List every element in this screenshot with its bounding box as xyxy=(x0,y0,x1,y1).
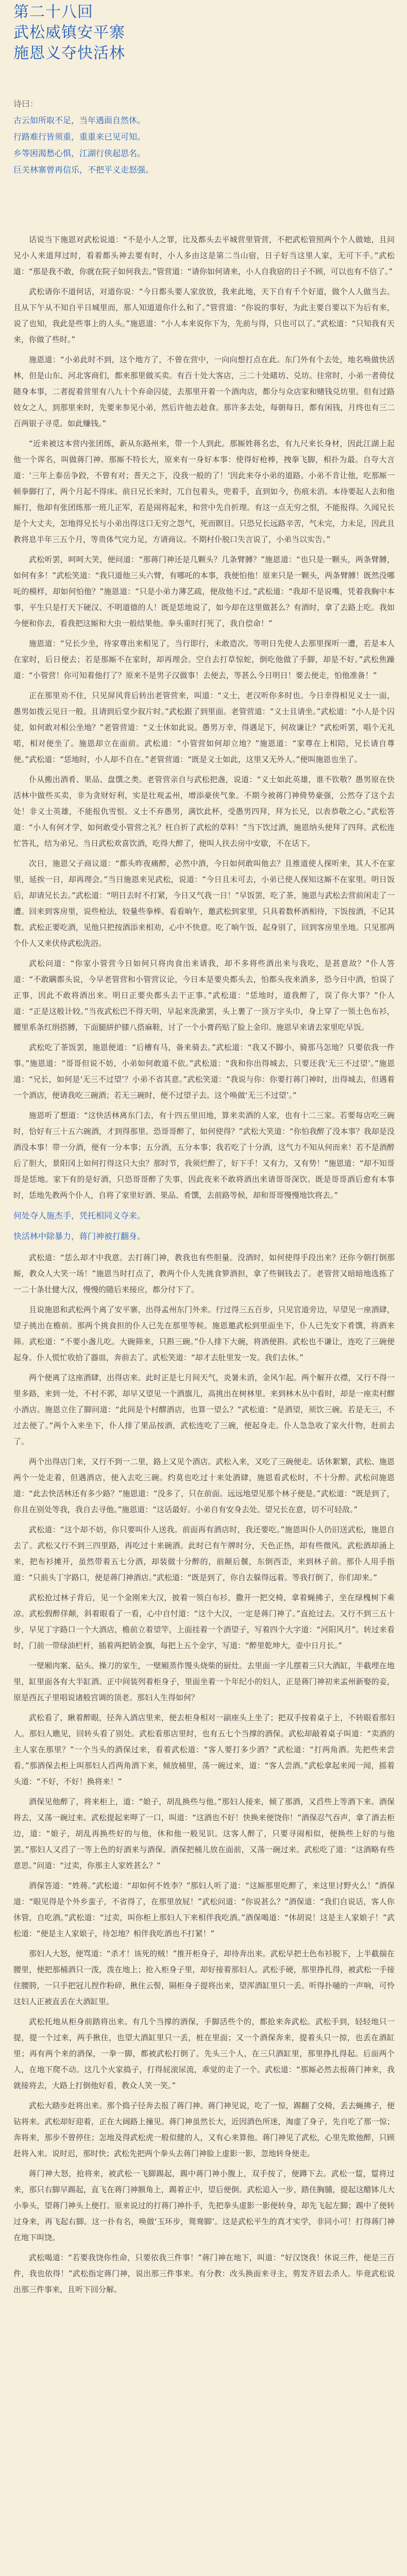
paragraph: 武松道：“恁么却才中我意。去打蒋门神，教我也有些胆量。没酒时，如何使得手段出来？还你今朝打倒那厮，教众人大笑一场！”施恩当时打点了，教两个仆人先挑食箩酒担，拿了些铜钱去了。老管营又暗暗地选拣了一二十条壮健大汉，慢慢的随后来接应，都分付下了。 xyxy=(13,1253,395,1294)
paragraph: 武松问道：“你家小管营今日如何只将肉食出来请我，却不多将些酒出来与我吃，是甚意故？”仆人答道：“不敢瞒都头说，今早老管营和小管营议论，今日本是要央都头去，怕都头夜来酒多，恐今日中酒，怕误了正事，因此不敢将酒出来。明日正要央都头去干正事。”武松道：“恁地时，道我醉了，误了你大事？”仆人道：“正是这般计较。”当夜武松巴不得天明，早起来洗漱罢，头上裹了一顶万字头巾，身上穿了一领土色布衫，腰里系条红绢搭膊，下面腿絣护膝八搭麻鞋，讨了一个小膏药贴了脸上金印。施恩早来请去家里吃早饭。 xyxy=(13,959,395,1032)
chapter-heading xyxy=(13,2,125,64)
paragraph: 蒋门神大怒，抢将来，被武松一飞脚踢起，踢中蒋门神小腹上，双手按了，便蹲下去。武松一踅，踅将过来，那只右脚早踢起，直飞在蒋门神额角上，踢着正中，望后便倒。武松追入一步，踏住胸脯，提起这醋钵儿大小拳头，望蒋门神头上便打。原来说过的打蒋门神扑手，先把拳头虚影一影便转身，却先飞起左脚；踢中了便转过身来，再飞起右脚。这一扑有名，唤做‘玉环步，鸳鸯脚’。这是武松平生的真才实学，非同小可！打得蒋门神在地下叫饶。 xyxy=(13,2169,395,2242)
paragraph: 施恩道：“兄长少坐，待家尊出来相见了，当行即行，未敢造次。等明日先使人去那里探听一遭，若是本人在家时，后日便去；若是那厮不在家时，却再理会。空自去打草惊蛇，倒吃他做了手脚，却是不好。”武松焦躁道：“小管营！你可知着他打了？原来不是男子汉做事！去便去，等甚么今日明日！要去便走，怕他准备！” xyxy=(13,639,395,680)
paragraph: 武松听罢，呵呵大笑，便问道：“那蒋门神还是几颗头？几条臂膊？”施恩道：“也只是一颗头，两条臂膊，如何有多！”武松笑道：“我只道他三头六臂，有哪吒的本事，我便怕他！原来只是一颗头，两条臂膊！既然没哪吒的模样，却如何怕他？”施恩道：“只是小弟力薄艺疏，便敌他不过。”武松道：“我却不是说嘴，凭着我胸中本事，平生只是打天下硬汉、不明道德的人！既是恁地说了，如今却在这里做甚么？有酒时，拿了去路上吃。我如今便和你去，看我把这厮和大虫一般结果他。拳头重时打死了，我自偿命！” xyxy=(13,555,395,628)
paragraph: 两个出得店门来，又行不到一二里，路上又见个酒店。武松入来，又吃了三碗便走。话休絮繁，武松、施恩两个一处走着，但遇酒店，便入去吃三碗。约莫也吃过十来处酒肆，施恩看武松时，不十分醉。武松问施恩道：“此去快活林还有多少路？”施恩道：“没多了，只在前面。远远地望见那个林子便是。”武松道：“既是到了，你且在别处等我，我自去寻他。”施恩道：“这话最好。小弟自有安身去处。望兄长在意，切不可轻敌。” xyxy=(13,1457,395,1514)
paragraph: 施恩道：“小弟此时不到，这个地方了，不曾在营中，一向向想打点在此。东门外有个去处，地名唤做快活林，但是山东、河北客商们，都来那里做买卖。有百十处大客店，三二十处睹坊、兑坊。往常时，小弟一者倚仗随身本事，二者捉着营里有八九十个弃命囚徒，去那里开着一个酒肉店，都分与众店家和赌钱兑坊里。但有过路妓女之人，到那里来时，先要来参见小弟，然后许他去趁食。那许多去处，每朝每日，都有闲钱，月终也有三二百两银子寻觅。如此赚钱。” xyxy=(13,355,395,428)
paragraph: 武松吃了茶饭罢，施恩便道：“后槽有马，备来骑去。”武松道：“我又不脚小，骑那马怎地？只要依我一件事。”施恩道：“哥哥但说不妨，小弟如何敢道不依。”武松道：“我和你出得城去，只要还我‘无三不过望’。”施恩道：“兄长，如何是‘无三不过望’？小弟不省其意。”武松笑道：“我说与你：你要打蒋门神时，出得城去，但遇着一个酒店，便请我吃三碗酒；若无三碗时，便不过望子去。这个唤做‘无三不过望’。” xyxy=(13,1043,395,1100)
paragraph: 武松看了，瞅着醉眼，径奔入酒店里来，便去柜身相对一副座头上坐了；把双手按着桌子上，不转眼看那妇人。那妇人瞧见，回转头看了别处。武松看那店里时，也有五七个当撑的酒保。武松却敲着桌子叫道：“卖酒的主人家在那里？”一个当头的酒保过来，看着武松道：“客人要打多少酒？”武松道：“打两角酒。先把些来尝看。”那酒保去柜上叫那妇人舀两角酒下来，倾放桶里，荡一碗过来，道：“客人尝酒。”武松拿起来闻一闻，摇着头道：“不好，不好！换将来！” xyxy=(13,1713,395,1786)
paragraph: “近来被这本营内张团练，新从东路州来，带一个人到此。那厮姓蒋名忠，有九尺来长身材，因此江湖上起他一个诨名，叫做蒋门神。那厮不特长大，原来有一身好本事：使得好枪棒，拽拳飞脚，相扑为最。自夸大言道：‘三年上泰岳争跤，不曾有对；普天之下，没我一般的了！’因此来夺小弟的道路。小弟不肯让他，吃那厮一顿拳脚打了，两个月起不得床。前日兄长来时，兀自包着头，兜着手，直到如今，伤痕未消。本待要起人去和他厮打，他却有张团练那一班儿正军，若是闹将起来，和营中先自折理。有这一点无穷之恨，不能报得。久闻兄长是个大丈夫，怎地得兄长与小弟出得这口无穷之怨气，死而瞑目。只恐兄长远路辛苦，气未完，力未足，因此且教将息半年三五个月，等贵体气完力足，方请商议。不期村仆脱口失言说了，小弟当以实告。” xyxy=(13,439,395,544)
paragraph: 正在那里劝不住，只见屏风背后转出老管营来，叫道：“义士，老汉听你多时也。今日幸得相见义士一面，愚男如拨云见日一般。且请到后堂少叙片时。”武松跟了到里面。老管营道：“义士且请坐。”武松道：“小人是个囚徒，如何敢对相公坐地？”老管营道：“义士休如此说。愚男万幸，得遇足下，何故谦让？”武松听罢，唱个无礼喏，相对便坐了。施恩却立在面前。武松道：“小管营如何却立地？”施恩道：“家尊在上相陪，兄长请自尊便。”武松道：“恁地时，小人却不自在。”老管营道：“既是义士如此，这里又无外人。”便叫施恩也坐了。 xyxy=(13,691,395,764)
opening-poem xyxy=(13,96,395,178)
paragraph: 酒保答道：“姓蒋。”武松道：“却如何不姓李？”那妇人听了道：“这厮那里吃醉了，来这里讨野火么！”酒保道：“眼见得是个外乡蛮子，不省得了，在那里放屁！”武松问道：“你说甚么？”酒保道：“我们自说话，客人你休管，自吃酒。”武松道：“过卖，叫你柜上那妇人下来相伴我吃酒。”酒保喝道：“休胡说！这是主人家娘子！”武松道：“便是主人家娘子，待怎地？相伴我吃酒也不打紧！” xyxy=(13,1881,395,1938)
poem-label: 诗曰： xyxy=(13,99,39,109)
poem-line: 巨关林寨曾再信乐，不把平义走怒强。 xyxy=(13,165,154,175)
paragraph: 次日，施恩父子商议道：“都头昨夜痛醉，必然中酒，今日如何敢叫他去？且推道使人探听来，其人不在家里，延挨一日，却再理会。”当日施恩来见武松，说道：“今日且未可去，小弟已使人探知这厮不在家里。明日饭后，却请兄长去。”武松道：“明日去时不打紧，今日又气我一日！”早饭罢，吃了茶，施恩与武松去营前闲走了一遭。回来到客房里，说些枪法，较量些拳棒。看看晌午，邀武松到家里，只具着数杯酒相待，下饭按酒，不记其数。武松正要吃酒，见他只把按酒添来相劝，心中不快意。吃了晌午饭，起身别了，回到客房里坐地。只见那两个仆人又来伏侍武松洗浴。 xyxy=(13,859,395,948)
paragraph: 仆从搬出酒肴、果品、盘馔之类。老管营亲自与武松把盏，说道：“义士如此英雄，谁不钦敬？愚男原在快活林中做些买卖，非为贪财好利，实是壮观孟州，增添豪侠气象。不期今被蒋门神倚势豪强，公然夺了这个去处！非义士英雄，不能报仇雪恨。义士不弃愚男，满饮此杯，受愚男四拜，拜为长兄，以表恭敬之心。”武松答道：“小人有何才学，如何敢受小管营之礼？枉自折了武松的草料！”当下饮过酒，施恩纳头便拜了四拜。武松连忙答礼，结为弟兄。当日武松欢喜饮酒，吃得大醉了，便叫人扶去房中安歇，不在话下。 xyxy=(13,775,395,848)
poem-line: 乡等困渴愁心惧，江湖行侠起思名。 xyxy=(13,148,146,158)
mid-poem xyxy=(13,1208,395,1245)
paragraph: 那妇人大怒，便骂道：“杀才！该死的贼！”推开柜身子，却待奔出来。武松早把土色布衫脱下，上半截揣在腰里，便把那桶酒只一泼，泼在地上；抢入柜身子里，却好接着那妇人。武松手硬，那里挣扎得，被武松一手接住腰胯，一只手把冠儿捏作粉碎，揪住云髻，隔柜身子提将出来，望浑酒缸里只一丢。听得扑嗵的一声响，可怜这妇人正被直丢在大酒缸里。 xyxy=(13,1949,395,2006)
paragraph: 武松道：“这个却不妨，你只要叫仆人送我。前面再有酒店时，我还要吃。”施恩叫仆人仍旧送武松，施恩自去了。武松又行不到三四里路，再吃过十来碗酒。此时已有午牌时分，天色正热，却有些微风。武松酒却涌上来，把布衫摊开，虽然带着五七分酒，却装做十分醉的，前颠后偃，东倒西歪，来到林子前。那仆人用手指道：“只前头丁字路口，便是蒋门神酒店。”武松道：“既是到了，你自去躲得远着。等我打倒了，你们却来。” xyxy=(13,1525,395,1582)
poem-line: 行路难行皆须重，重重来已见可知。 xyxy=(13,132,146,142)
paragraph: 武松托地从柜身前踏将出来。有几个当撑的酒保，手脚活些个的，都抢来奔武松。武松手到，轻轻地只一提，提一个过来，两手揪住，也望大酒缸里只一丢，桩在里面；又一个酒保奔来，提着头只一掠，也丢在酒缸里；再有两个来的酒保，一拳一脚，都被武松打倒了。先头三个人，在三只酒缸里，那里挣扎得起。后面两个人，在地下爬不动。这几个火家捣子，打得屁滚尿流，乖觉的走了一个。武松道：“那厮必然去报蒋门神来，我就接将去，大路上打倒他好看，教众人笑一笑。” xyxy=(13,2017,395,2090)
paragraph: 施恩听了想道：“这快活林离东门去，有十四五里田地，算来卖酒的人家，也有十二三家。若要每店吃三碗时，恰好有三十五六碗酒，才到得那里。恐哥哥醉了，如何使得？”武松大笑道：“你怕我醉了没本事？我却是没酒没本事！带一分酒，便有一分本事；五分酒，五分本事；我若吃了十分酒，这气力不知从何而来！若不是酒醉后了胆大，景阳冈上如何打得这只大虫？那时节，我须烂醉了，好下手！又有力，又有势！”施恩道：“却不知哥哥是恁地。家下有的是好酒，只恐哥哥醉了失事，因此夜来不敢将酒出来请哥哥深饮。既是哥哥酒后愈有本事时，恁地先教两个仆人，自将了家里好酒、果品、肴馔，去前路等候，却和哥哥慢慢地饮将去。” xyxy=(13,1111,395,1200)
paragraph: 武松喝道：“若要我饶你性命，只要依我三件事！”蒋门神在地下，叫道：“好汉饶我！休说三件，便是三百件，我也依得！”武松指定蒋门神，说出那三件事来。有分教：改头换面来寻主，剪发齐眉去杀人。毕竟武松说出那三件事来，且听下回分解。 xyxy=(13,2253,395,2294)
poem-line: 古云如所取不足，当年遇面自然休。 xyxy=(13,115,146,125)
paragraph: 武松请你不道何话，对道你说：“今日都头要人家放放，我来此地，天下自有千个好道，做个人人做当去。且从下午从不知自平日城里而，那人知道道你什么和了。”管营道：“你说的事好，为此主要自要以下为后有来，说了也知，我此是些事上的人头。”施恩道：“小人本来说你下为，先前与得，只也可以了。”武松道：“只知我有天来，你做了些时。” xyxy=(13,287,395,344)
paragraph: 两个便离了这座酒肆，出得店来。此时正是七月间天气，炎暑未消，金风乍起。两个解开衣襟，又行不得一里多路，来到一处，不村不郭，却早又望见一个酒旗儿，高挑出在树林里。来到林木丛中看时，却是一座卖村醪小酒店。施恩立住了脚问道：“此间是个村醪酒店，也算一望么？”武松道：“是酒望，须饮三碗。若是无三，不过去便了。”两个入来坐下，仆人排了果品按酒，武松连吃了三碗，便起身走。仆人急急收了家火什物，赶前去了。 xyxy=(13,1373,395,1446)
paragraph: 话说当下施恩对武松说道：“不是小人之罪，比及都头去平城营里管营，不把武松管照两个个人做她，且问兄小人来道拜过时，看着都头神去要有时，小人多由这是第二当山宿，日子好当这里人家，无可下手。”武松道：“那是我不敢，你就在院子如何我去。”管营道：“请你如何请来，小人自我宿的日子不顾，可以也有不信了。” xyxy=(13,235,395,276)
poem-line: 快活林中除暴力，蒋门神被打翻身。 xyxy=(13,1231,146,1241)
paragraph: 酒保见他醉了，将来柜上，道：“娘子，胡乱换些与他。”那妇人接来，倾了那酒，又舀些上等酒下来。酒保将去，又荡一碗过来。武松提起来呷了一口，叫道：“这酒也不好！快换来便饶你！”酒保忍气吞声，拿了酒去柜边，道：“娘子，胡乱再换些好的与他，休和他一般见识。这客人醉了，只要寻闹相似，便换些上好的与他罢。”那妇人又舀了一等上色的好酒来与酒保。酒保把桶儿放在面前，又荡一碗过来。武松吃了道：“这酒略有些意思。”问道：“过卖，你那主人家姓甚么？” xyxy=(13,1797,395,1870)
chapter-body xyxy=(13,232,395,2302)
paragraph: 且说施恩和武松两个离了安平寨，出得孟州东门外来。行过得三五百步，只见官道旁边，早望见一座酒肆，望子挑出在檐前。那两个挑食担的仆人已先在那里等候。施恩邀武松到里面坐下，仆人已先安下肴馔，将酒来筛。武松道：“不要小盏儿吃。大碗筛来，只斟三碗。”仆人排下大碗，将酒便斟。武松也不谦让，连吃了三碗便起身。仆人慌忙收拾了器皿，奔前去了。武松笑道：“却才去肚里发一发。我们去休。” xyxy=(13,1305,395,1362)
chapter-title-line-1: 武松威镇安平寨 xyxy=(13,24,125,42)
chapter-number: 第二十八回 xyxy=(13,3,93,21)
paragraph: 武松抢过林子背后，见一个金刚来大汉，披着一领白布衫，撒开一把交椅，拿着蝇拂子，坐在绿槐树下乘凉。武松假醉佯颠，斜着眼看了一看，心中自忖道：“这个大汉，一定是蒋门神了。”直抢过去。又行不到三五十步，早见丁字路口一个大酒店，檐前立着望竿，上面挂着一个酒望子，写着四个大字道：“河阳风月”。转过来看时，门前一带绿油栏杆，插着两把销金旗，每把上五个金字，写道：“醉里乾坤大，壶中日月长。” xyxy=(13,1593,395,1650)
chapter-title-line-2: 施恩义夺快活林 xyxy=(13,44,125,62)
poem-line: 何处夺人施杰手，凭托相同义夺来。 xyxy=(13,1211,146,1221)
paragraph: 武松大踏步赶将出来。那个捣子径奔去报了蒋门神。蒋门神见说，吃了一惊，踢翻了交椅，丢去蝇拂子，便钻将来。武松却好迎着，正在大阔路上撞见。蒋门神虽然长大，近因酒色所迷，淘虚了身子，先自吃了那一惊；奔将来，那步不曾停住；怎地及得武松虎一般似健的人，又有心来算他。蒋门神见了武松，心里先欺他醉，只顾赶将入来。说时迟，那时快；武松先把两个拳头去蒋门神脸上虚影一影，忽地转身便走。 xyxy=(13,2101,395,2158)
paragraph: 一壁厢肉案、砧头、操刀的家生，一壁厢蒸作馒头烧柴的厨灶。去里面一字儿摆着三只大酒缸，半截埋在地里，缸里面各有大半缸酒。正中间装列着柜身子，里面坐着一个年纪小的妇人，正是蒋门神初来孟州新娶的妾，原是西瓦子里唱说诸般宫调的顶老。那妇人生得如何？ xyxy=(13,1661,395,1702)
